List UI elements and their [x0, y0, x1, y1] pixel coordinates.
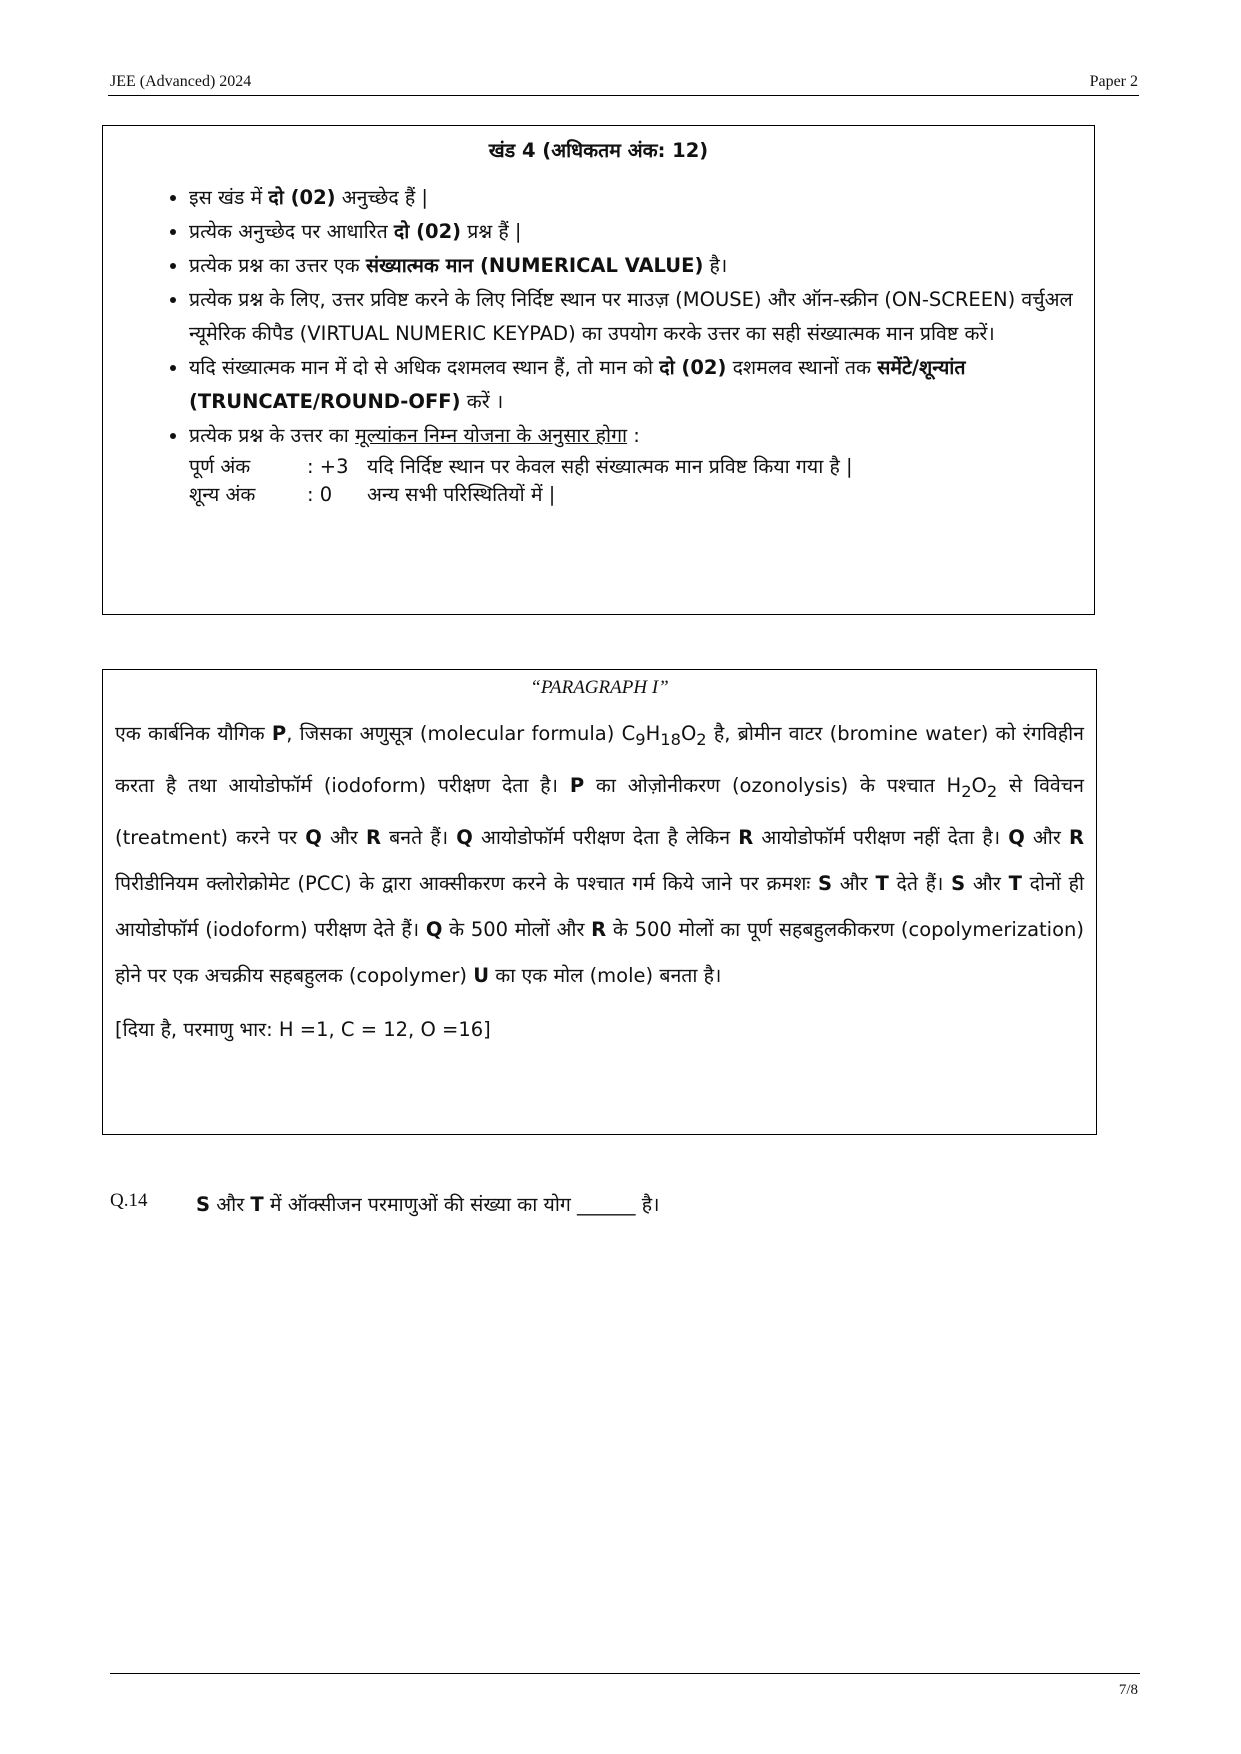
- instruction-item: • प्रत्येक अनुच्छेद पर आधारित दो (02) प्रश्न हैं |: [189, 215, 1074, 249]
- page-number: 7/8: [1118, 1682, 1138, 1698]
- section-title: खंड 4 (अधिकतम अंक: 12): [488, 139, 709, 162]
- section-instructions-box: [102, 125, 1095, 615]
- instruction-item: • प्रत्येक प्रश्न के उत्तर का मूल्यांकन निम्न योजना के अनुसार होगा : पूर्ण अंक : +3 यदि निर्दिष्ट स्थान पर केवल सही संख्यात्मक मान प्रविष्ट किया गया है | शून्य अंक : 0 अन्य सभी परिस्थितियों में |: [189, 419, 1074, 509]
- paper-label: Paper 2: [1089, 73, 1138, 90]
- exam-title: JEE (Advanced) 2024: [110, 73, 252, 90]
- paragraph-title: “PARAGRAPH I”: [530, 677, 669, 698]
- paragraph-text: एक कार्बनिक यौगिक P, जिसका अणुसूत्र (molecular formula) $C_9H_{18}O_2$ है, ब्रोमीन वाटर (bromine water) को रंगविहीन करता है तथा आयोडोफॉर्म (iodoform) परीक्षण देता है। P का ओज़ोनीकरण (ozonolysis) के पश्चात $H_2O_2$ से विवेचन (treatment) करने पर Q और R बनते हैं। Q आयोडोफॉर्म परीक्षण देता है लेकिन R आयोडोफॉर्म परीक्षण नहीं देता है। Q और R पिरीडीनियम क्लोरोक्रोमेट (PCC) के द्वारा आक्सीकरण करने के पश्चात गर्म किये जाने पर क्रमशः S और T देते हैं। S और T दोनों ही आयोडोफॉर्म (iodoform) परीक्षण देते हैं। Q के 500 मोलों और R के 500 मोलों का पूर्ण सहबहुलकीकरण (copolymerization) होने पर एक अचक्रीय सहबहुलक (copolymer) U का एक मोल (mole) बनता है।: [115, 722, 1085, 987]
- paragraph-box: [102, 669, 1097, 1135]
- zero-marks-row: शून्य अंक : 0 अन्य सभी परिस्थितियों में |: [189, 483, 556, 506]
- full-marks-row: पूर्ण अंक : +3 यदि निर्दिष्ट स्थान पर केवल सही संख्यात्मक मान प्रविष्ट किया गया है |: [189, 455, 853, 478]
- question-number: Q.14: [110, 1190, 148, 1211]
- question-text: S और T में ऑक्सीजन परमाणुओं की संख्या का योग ______ है।: [196, 1193, 660, 1216]
- header-divider: [108, 95, 1139, 96]
- instruction-item: • प्रत्येक प्रश्न के लिए, उत्तर प्रविष्ट करने के लिए निर्दिष्ट स्थान पर माउज़ (MOUSE) और ऑन-स्क्रीन (ON-SCREEN) वर्चुअल न्यूमेरिक कीपैड (VIRTUAL NUMERIC KEYPAD) का उपयोग करके उत्तर का सही संख्यात्मक मान प्रविष्ट करें।: [189, 283, 1074, 351]
- footer-divider: [110, 1673, 1140, 1674]
- instructions-list: [103, 181, 1074, 509]
- instruction-item: • इस खंड में दो (02) अनुच्छेद हैं |: [189, 181, 1074, 215]
- given-atomic-masses: [दिया है, परमाणु भार: H =1, C = 12, O =16]: [115, 1017, 491, 1041]
- instruction-item: • यदि संख्यात्मक मान में दो से अधिक दशमलव स्थान हैं, तो मान को दो (02) दशमलव स्थानों तक समेंटे/शून्यांत (TRUNCATE/ROUND-OFF) करें ।: [189, 351, 1074, 419]
- instruction-item: • प्रत्येक प्रश्न का उत्तर एक संख्यात्मक मान (NUMERICAL VALUE) है।: [189, 249, 1074, 283]
